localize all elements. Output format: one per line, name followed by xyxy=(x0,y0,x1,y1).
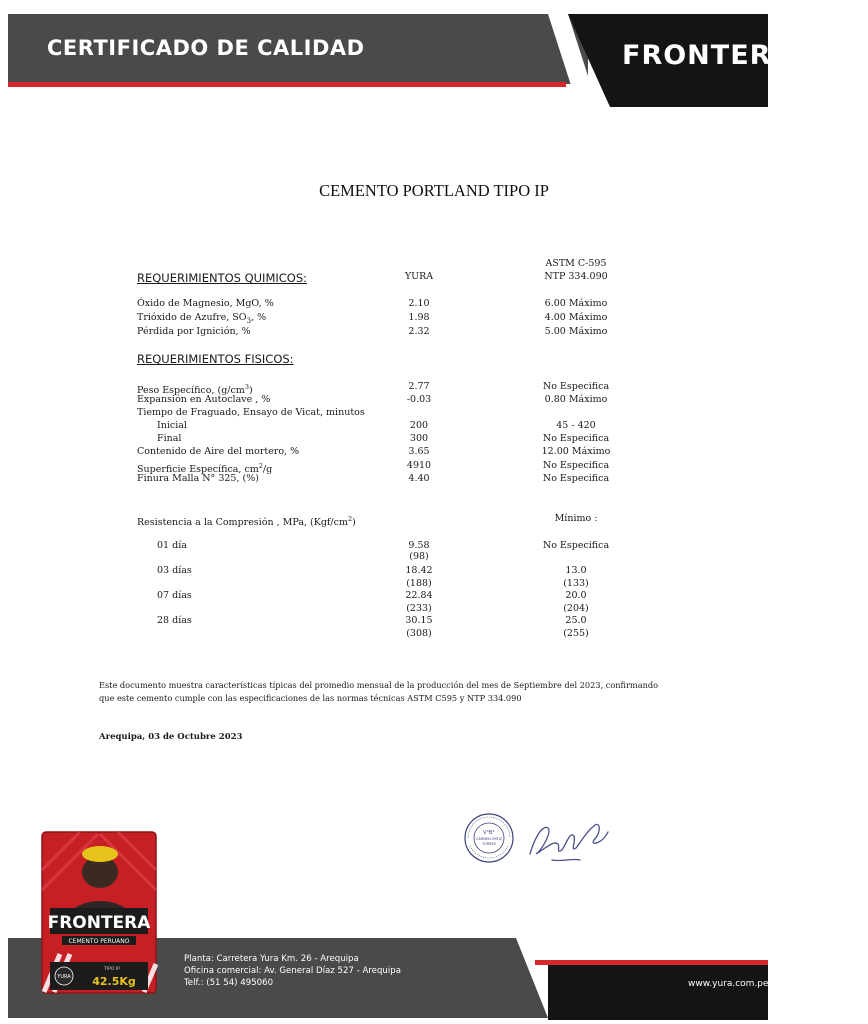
quality-stamp xyxy=(465,814,513,862)
compression-age: 07 días xyxy=(157,590,192,601)
phys-row-label: Final xyxy=(157,433,182,444)
bag-subtitle: CEMENTO PERUANO xyxy=(68,938,130,945)
stamp-line-3: TORRES xyxy=(482,842,496,846)
compression-mpa: 9.58 xyxy=(408,540,430,551)
compression-min-kgf: (255) xyxy=(563,628,589,639)
footer-phone: Telf.: (51 54) 495060 xyxy=(184,978,274,988)
bag-maker: YURA xyxy=(57,974,71,980)
note-line-2: que este cemento cumple con las especificaciones de las normas técnicas ASTM C595 y NTP 334.090 xyxy=(99,693,522,703)
chem-row-value: 2.10 xyxy=(408,298,430,309)
column-header-astm: ASTM C-595 xyxy=(545,258,607,269)
phys-row-spec: 12.00 Máximo xyxy=(541,446,611,457)
phys-row-label: Finura Malla N° 325, (%) xyxy=(137,473,259,484)
certificate-title: CERTIFICADO DE CALIDAD xyxy=(47,36,365,60)
signature xyxy=(530,824,608,860)
phys-row-value: 4.40 xyxy=(408,473,430,484)
column-header-ntp: NTP 334.090 xyxy=(544,271,608,282)
column-header-yura: YURA xyxy=(404,271,434,282)
phys-row-spec: No Especifica xyxy=(542,460,610,471)
phys-row-value: 3.65 xyxy=(408,446,430,457)
compression-min-mpa: No Especifica xyxy=(542,540,610,551)
section-heading-physical: REQUERIMIENTOS FISICOS: xyxy=(137,352,294,366)
header-red-stripe xyxy=(8,82,566,87)
compression-kgf: (308) xyxy=(406,628,432,639)
chem-row-spec: 4.00 Máximo xyxy=(544,312,608,323)
chem-row-value: 2.32 xyxy=(408,326,430,337)
footer-office-address: Oficina comercial: Av. General Díaz 527 - Arequipa xyxy=(184,966,401,976)
compression-kgf: (233) xyxy=(406,603,432,614)
cement-bag-image xyxy=(40,830,158,995)
phys-row-spec: No Especifica xyxy=(542,473,610,484)
note-line-1: Este documento muestra características típicas del promedio mensual de la producción del mes de Septiembre del 2023, confirmando xyxy=(99,680,659,690)
compression-min-mpa: 20.0 xyxy=(565,590,587,601)
compression-age: 01 día xyxy=(157,540,187,551)
phys-row-label: Expansión en Autoclave , % xyxy=(137,394,271,405)
stamp-line-2: CARMEN ORTIZ xyxy=(476,837,502,841)
section-heading-chemical: REQUERIMIENTOS QUIMICOS: xyxy=(137,271,308,285)
compression-mpa: 18.42 xyxy=(405,565,433,576)
issue-date: Arequipa, 03 de Octubre 2023 xyxy=(99,732,243,742)
phys-row-spec: 0.80 Máximo xyxy=(544,394,608,405)
compression-min-mpa: 13.0 xyxy=(565,565,587,576)
phys-row-spec: No Especifica xyxy=(542,381,610,392)
footer-plant-address: Planta: Carretera Yura Km. 26 - Arequipa xyxy=(184,954,359,964)
phys-row-label: Inicial xyxy=(157,420,187,431)
phys-row-spec: 45 - 420 xyxy=(556,420,596,431)
chem-row-label: Óxido de Magnesio, MgO, % xyxy=(137,298,274,309)
phys-row-value: 4910 xyxy=(406,460,432,471)
chem-row-value: 1.98 xyxy=(408,312,430,323)
compression-min-mpa: 25.0 xyxy=(565,615,587,626)
compression-kgf: (98) xyxy=(409,551,429,562)
chem-row-spec: 5.00 Máximo xyxy=(544,326,608,337)
product-title: CEMENTO PORTLAND TIPO IP xyxy=(319,181,549,200)
footer-black-block xyxy=(548,965,768,1020)
phys-row-label: Superficie Específica, $cm^2/g$ xyxy=(137,462,273,476)
compression-min-label: Mínimo : xyxy=(554,513,598,524)
phys-row-label: Tiempo de Fraguado, Ensayo de Vicat, minutos xyxy=(137,407,365,418)
bag-type: TIPO IP xyxy=(104,967,120,972)
phys-row-value: 200 xyxy=(409,420,429,431)
phys-row-value: 300 xyxy=(409,433,429,444)
phys-row-value: 2.77 xyxy=(408,381,430,392)
chem-row-label: Pérdida por Ignición, % xyxy=(137,326,251,337)
phys-row-value: -0.03 xyxy=(406,394,432,405)
chem-row-label: Trióxido de Azufre, $SO_3$, % xyxy=(137,312,267,325)
compression-kgf: (188) xyxy=(406,578,432,589)
chem-row-spec: 6.00 Máximo xyxy=(544,298,608,309)
compression-mpa: 22.84 xyxy=(405,590,433,601)
quality-stamp-and-signature xyxy=(462,810,622,870)
phys-row-label: Peso Específico, $(g/cm^3)$ xyxy=(137,383,253,397)
stamp-line-1: V°B° xyxy=(483,830,495,836)
compression-min-kgf: (133) xyxy=(563,578,589,589)
phys-row-spec: No Especifica xyxy=(542,433,610,444)
bag-weight: 42.5Kg xyxy=(92,975,136,988)
compression-age: 03 días xyxy=(157,565,192,576)
brand-logo-frontera: FRONTERA xyxy=(622,40,794,71)
compression-heading: Resistencia a la Compresión , MPa, $(Kgf/cm^2)$ xyxy=(137,515,356,529)
compression-age: 28 días xyxy=(157,615,192,626)
compression-min-kgf: (204) xyxy=(563,603,589,614)
phys-row-label: Contenido de Aire del mortero, % xyxy=(137,446,300,457)
bag-brand: FRONTERA xyxy=(47,913,151,933)
compression-mpa: 30.15 xyxy=(405,615,433,626)
footer-website-link[interactable]: www.yura.com.pe xyxy=(688,979,769,989)
